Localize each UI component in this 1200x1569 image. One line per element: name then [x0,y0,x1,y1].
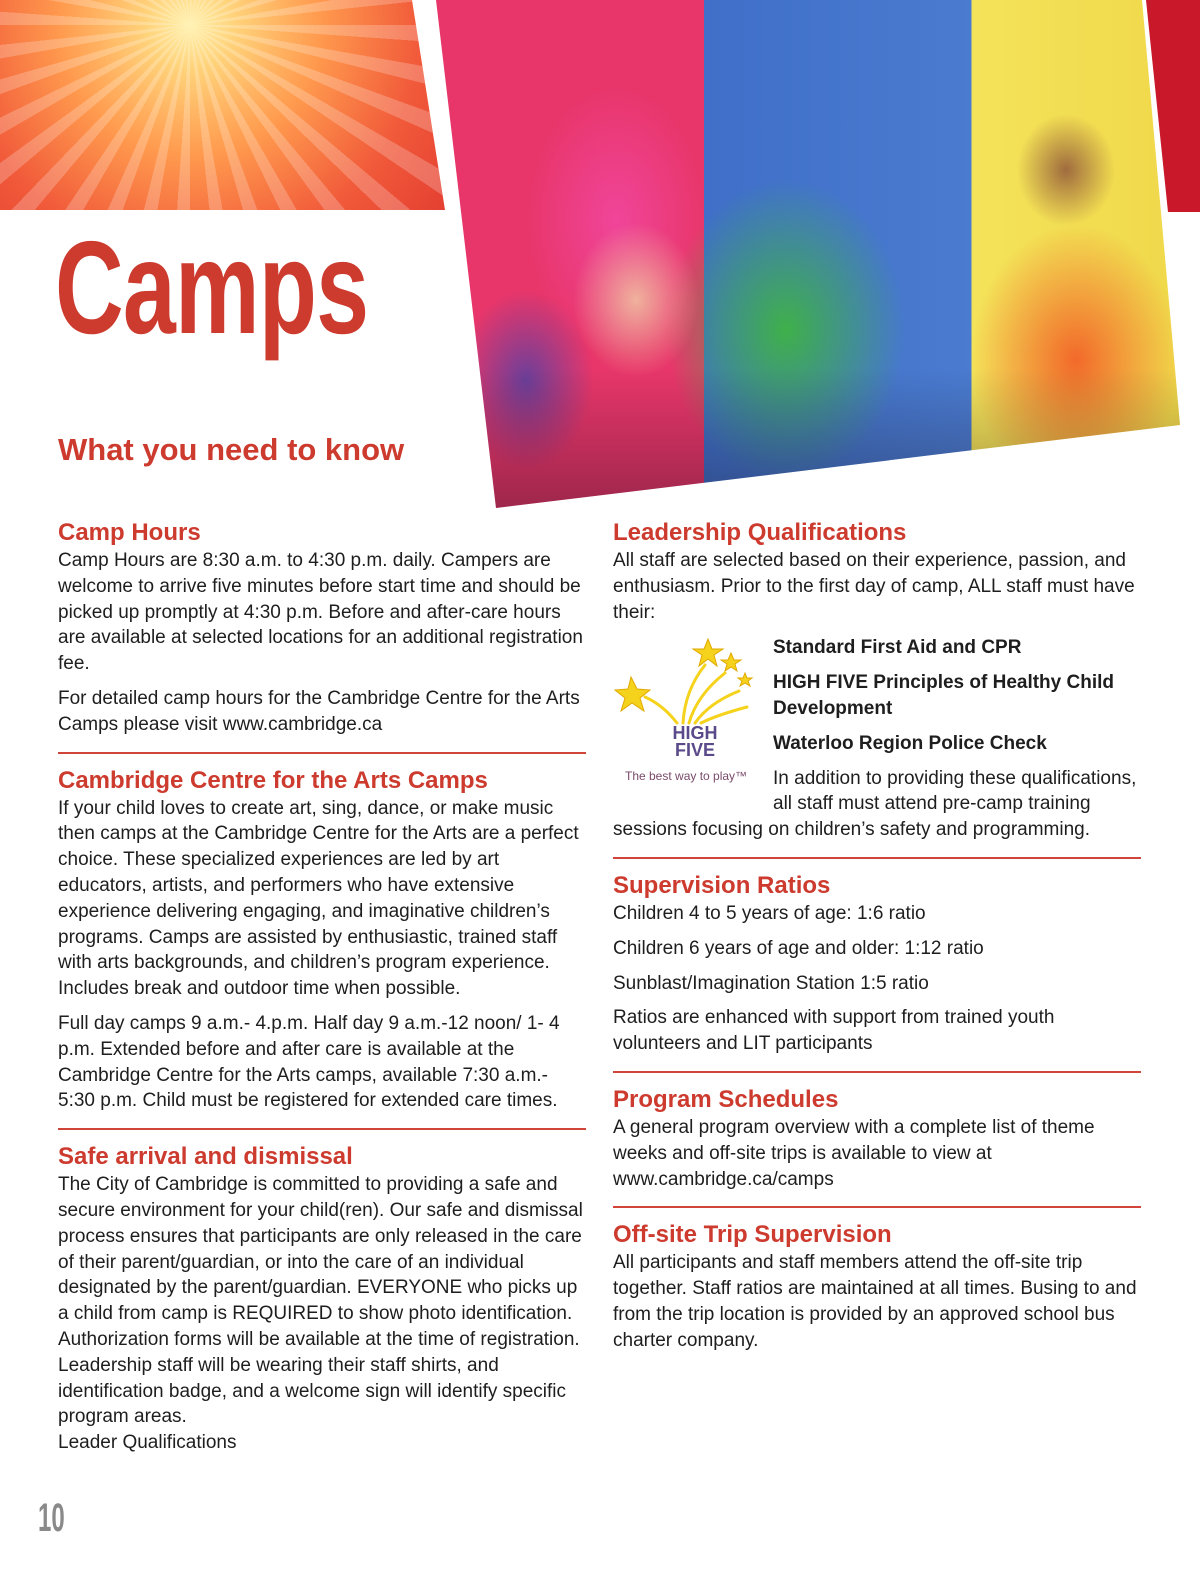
ratios-section [613,871,1141,1057]
page-subtitle: What you need to know [58,432,405,467]
sunburst-banner [0,0,445,210]
logo-tagline: The best way to play™ [625,769,748,784]
ratios-heading: Supervision Ratios [613,871,831,899]
logo-line-high: HIGH [672,723,718,744]
section-divider [613,857,1141,859]
leadership-heading: Leadership Qualifications [613,519,907,546]
ratio-note: Ratios are enhanced with support from trained youth volunteers and LIT participants [613,1007,1055,1055]
leadership-outro: In addition to providing these qualifications, all staff must attend pre-camp training sessions focusing on children’s safety and programming. [613,767,1137,841]
logo-wordmark [665,725,725,759]
arts-camps-text: If your child loves to create art, sing, dance, or make music then camps at the Cambridge Centre for the Arts are a perfect choice. These specialized experiences are led by art educators, artists, and performers who have extensive experience delivering engaging, and imaginative children’s programs. Camps are assisted by enthusiastic, trained staff with arts backgrounds, and children’s program experience. Includes break and outdoor time when possible. [58,797,579,1000]
camp-hours-heading: Camp Hours [58,519,201,546]
high-five-logo [613,635,763,795]
children-playing-photo [436,0,1180,508]
safe-arrival-section [58,1142,586,1456]
offsite-section [613,1220,1141,1353]
offsite-heading: Off-site Trip Supervision [613,1221,892,1249]
ratio-line: Sunblast/Imagination Station 1:5 ratio [613,972,929,994]
qualifications-block [613,635,1141,843]
page-title: Camps [55,214,369,361]
qualification-item: HIGH FIVE Principles of Healthy Child Development [773,672,1114,719]
right-column [613,518,1141,1363]
schedules-heading: Program Schedules [613,1085,839,1113]
camp-hours-section [58,518,586,738]
photo-shade [436,368,1180,508]
safe-arrival-heading: Safe arrival and dismissal [58,1143,353,1171]
qualification-item: Standard First Aid and CPR [773,637,1022,659]
leadership-intro: All staff are selected based on their experience, passion, and enthusiasm. Prior to the first day of camp, ALL staff must have their: [613,550,1135,623]
camp-hours-link-text: For detailed camp hours for the Cambridge Centre for the Arts Camps please visit www.cambridge.ca [58,687,580,735]
arts-camps-section [58,766,586,1115]
schedules-section [613,1085,1141,1192]
left-column [58,518,586,1465]
safe-arrival-text: The City of Cambridge is committed to providing a safe and secure environment for your child(ren). Our safe and dismissal process ensures that participants are only released in the care of their parent/guardian, or into the care of an individual designated by the parent/guardian. EVERYONE who picks up a child from camp is REQUIRED to show photo identification. Authorization forms will be available at the time of registration. Leadership staff will be wearing their staff shirts, and identification badge, and a welcome sign will identify specific program areas. [58,1174,583,1428]
section-divider [613,1206,1141,1208]
leadership-section [613,518,1141,843]
qualification-item: Waterloo Region Police Check [773,732,1047,754]
schedules-text: A general program overview with a complete list of theme weeks and off-site trips is available to view at www.cambridge.ca/camps [613,1116,1095,1190]
page-number: 10 [38,1496,65,1540]
offsite-text: All participants and staff members attend the off-site trip together. Staff ratios are maintained at all times. Busing to and from the trip location is provided by an approved school bus charter company. [613,1252,1137,1351]
section-divider [613,1071,1141,1073]
arts-camps-times: Full day camps 9 a.m.- 4.p.m. Half day 9 a.m.-12 noon/ 1- 4 p.m. Extended before and after care is available at the Cambridge Centre for the Arts camps, available 7:30 a.m.- 5:30 p.m. Child must be registered for extended care times. [58,1012,560,1112]
ratio-line: Children 4 to 5 years of age: 1:6 ratio [613,902,926,924]
section-divider [58,1128,586,1130]
leader-qualifications-text: Leader Qualifications [58,1432,237,1454]
ratio-line: Children 6 years of age and older: 1:12 ratio [613,937,984,959]
camp-hours-text: Camp Hours are 8:30 a.m. to 4:30 p.m. daily. Campers are welcome to arrive five minutes before start time and should be picked up promptly at 4:30 p.m. Before and after-care hours are available at selected locations for an additional registration fee. [58,550,583,675]
section-divider [58,752,586,754]
logo-line-five: FIVE [674,740,715,761]
arts-camps-heading: Cambridge Centre for the Arts Camps [58,766,488,794]
